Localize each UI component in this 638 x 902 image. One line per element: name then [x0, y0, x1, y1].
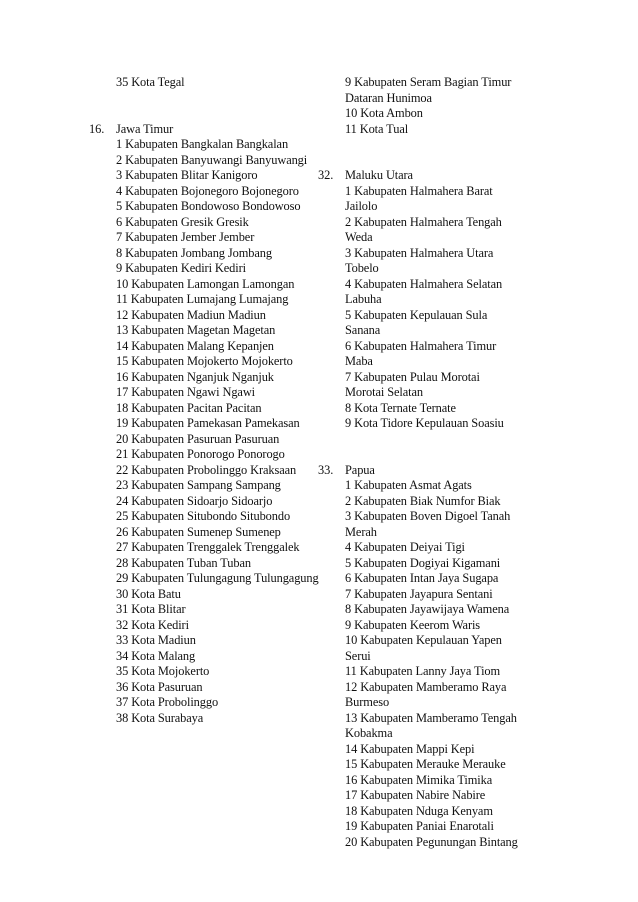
- list-item: 30 Kota Batu: [116, 586, 181, 601]
- list-item: 38 Kota Surabaya: [116, 710, 204, 725]
- list-item: 5 Kabupaten Bondowoso Bondowoso: [116, 199, 301, 213]
- list-item: 8 Kabupaten Jombang Jombang: [116, 245, 272, 260]
- list-item: 3 Kabupaten Boven Digoel Tanah: [345, 509, 511, 523]
- list-item: 8 Kota Ternate Ternate: [345, 400, 456, 415]
- list-item: 36 Kota Pasuruan: [116, 679, 203, 694]
- list-item: 24 Kabupaten Sidoarjo Sidoarjo: [116, 493, 273, 508]
- list-item: 7 Kabupaten Jember Jember: [116, 230, 255, 244]
- list-item: 16 Kabupaten Mimika Timika: [345, 772, 493, 787]
- section-heading-33: [318, 463, 565, 479]
- left-column: [89, 75, 349, 726]
- list-item: 5 Kabupaten Kepulauan Sula: [345, 307, 488, 322]
- list-item: 4 Kabupaten Deiyai Tigi: [345, 540, 465, 554]
- list-item: 15 Kabupaten Mojokerto Mojokerto: [116, 354, 293, 368]
- list-item: 1 Kabupaten Bangkalan Bangkalan: [116, 137, 289, 151]
- section-number: 16.: [89, 121, 105, 136]
- list-item: 14 Kabupaten Mappi Kepi: [345, 741, 475, 756]
- list-item: 27 Kabupaten Trenggalek Trenggalek: [116, 540, 300, 554]
- list-item: 18 Kabupaten Nduga Kenyam: [345, 803, 493, 818]
- list-item: 9 Kabupaten Keerom Waris: [345, 617, 481, 632]
- list-item: 2 Kabupaten Biak Numfor Biak: [345, 493, 501, 508]
- list-item: 4 Kabupaten Bojonegoro Bojonegoro: [116, 183, 299, 198]
- list-item: 22 Kabupaten Probolinggo Kraksaan: [116, 462, 297, 477]
- list-item: 10 Kota Ambon: [345, 106, 423, 120]
- list-item: 28 Kabupaten Tuban Tuban: [116, 555, 251, 570]
- list-item: 3 Kabupaten Blitar Kanigoro: [116, 168, 258, 182]
- list-item: 1 Kabupaten Asmat Agats: [345, 478, 472, 492]
- list-item: Kobakma: [345, 726, 393, 740]
- list-item: Jailolo: [345, 199, 378, 213]
- list-item: 18 Kabupaten Pacitan Pacitan: [116, 400, 262, 415]
- list-item: 35 Kota Tegal: [116, 75, 185, 89]
- list-item: 5 Kabupaten Dogiyai Kigamani: [345, 555, 501, 570]
- list-item: 26 Kabupaten Sumenep Sumenep: [116, 524, 281, 539]
- right-column: [318, 75, 565, 850]
- list-item: 2 Kabupaten Halmahera Tengah: [345, 214, 502, 229]
- list-item: 9 Kota Tidore Kepulauan Soasiu: [345, 416, 504, 430]
- list-item: 7 Kabupaten Jayapura Sentani: [345, 586, 493, 601]
- list-item: 16 Kabupaten Nganjuk Nganjuk: [116, 369, 274, 384]
- list-item: Morotai Selatan: [345, 385, 423, 399]
- section-number: 33.: [318, 462, 334, 477]
- list-item: Serui: [345, 648, 371, 663]
- list-item: 25 Kabupaten Situbondo Situbondo: [116, 509, 291, 523]
- section-heading-16: [89, 122, 349, 138]
- regency-list-papua: [345, 478, 565, 850]
- list-item: 12 Kabupaten Madiun Madiun: [116, 307, 266, 322]
- list-item: 2 Kabupaten Banyuwangi Banyuwangi: [116, 152, 308, 167]
- list-item: 20 Kabupaten Pegunungan Bintang: [345, 834, 518, 849]
- list-item: 37 Kota Probolinggo: [116, 695, 219, 709]
- list-item: 14 Kabupaten Malang Kepanjen: [116, 338, 274, 353]
- list-item: 11 Kota Tual: [345, 121, 409, 136]
- section-title: Jawa Timur: [116, 121, 174, 136]
- list-item: Tobelo: [345, 261, 379, 275]
- list-item: Burmeso: [345, 695, 390, 709]
- regency-list-jawa-timur: [89, 137, 349, 726]
- list-item: 32 Kota Kediri: [116, 617, 189, 632]
- list-item: 10 Kabupaten Lamongan Lamongan: [116, 276, 295, 291]
- list-item: 31 Kota Blitar: [116, 602, 186, 616]
- list-item: Dataran Hunimoa: [345, 90, 432, 105]
- list-item: 10 Kabupaten Kepulauan Yapen: [345, 633, 502, 647]
- regency-list-maluku-continued: [345, 75, 565, 137]
- list-item: 23 Kabupaten Sampang Sampang: [116, 478, 281, 492]
- list-item: 6 Kabupaten Gresik Gresik: [116, 214, 249, 229]
- list-item: Sanana: [345, 323, 381, 337]
- list-item: 20 Kabupaten Pasuruan Pasuruan: [116, 431, 280, 446]
- list-item: 4 Kabupaten Halmahera Selatan: [345, 276, 503, 291]
- section-title: Maluku Utara: [345, 168, 413, 182]
- list-item: 35 Kota Mojokerto: [116, 664, 210, 678]
- regency-list-maluku-utara: [345, 184, 565, 432]
- list-item: 3 Kabupaten Halmahera Utara: [345, 245, 494, 260]
- list-item: 8 Kabupaten Jayawijaya Wamena: [345, 602, 510, 616]
- list-item: 12 Kabupaten Mamberamo Raya: [345, 679, 507, 694]
- list-item: 19 Kabupaten Paniai Enarotali: [345, 819, 494, 833]
- list-item: 9 Kabupaten Seram Bagian Timur: [345, 75, 512, 89]
- list-item: 19 Kabupaten Pamekasan Pamekasan: [116, 416, 300, 430]
- list-item: 13 Kabupaten Magetan Magetan: [116, 323, 276, 337]
- list-item: 11 Kabupaten Lumajang Lumajang: [116, 292, 289, 306]
- list-item: Maba: [345, 354, 373, 368]
- list-item: 13 Kabupaten Mamberamo Tengah: [345, 710, 517, 725]
- list-item: Weda: [345, 230, 373, 244]
- list-item: Merah: [345, 524, 377, 539]
- list-item: 21 Kabupaten Ponorogo Ponorogo: [116, 447, 285, 461]
- list-item: 9 Kabupaten Kediri Kediri: [116, 261, 246, 275]
- list-item: 11 Kabupaten Lanny Jaya Tiom: [345, 664, 501, 678]
- section-number: 32.: [318, 168, 334, 182]
- list-item: 17 Kabupaten Nabire Nabire: [345, 788, 486, 802]
- list-item: 33 Kota Madiun: [116, 633, 196, 647]
- list-item: 1 Kabupaten Halmahera Barat: [345, 183, 493, 198]
- list-item: Labuha: [345, 292, 382, 306]
- list-item: 15 Kabupaten Merauke Merauke: [345, 757, 506, 771]
- list-item: 7 Kabupaten Pulau Morotai: [345, 369, 480, 384]
- section-heading-32: [318, 168, 565, 184]
- list-item: 6 Kabupaten Intan Jaya Sugapa: [345, 571, 499, 585]
- list-item: 17 Kabupaten Ngawi Ngawi: [116, 385, 256, 399]
- list-item: 6 Kabupaten Halmahera Timur: [345, 338, 497, 353]
- section-title: Papua: [345, 462, 375, 477]
- list-item: 34 Kota Malang: [116, 648, 196, 663]
- list-item: 29 Kabupaten Tulungagung Tulungagung: [116, 571, 319, 585]
